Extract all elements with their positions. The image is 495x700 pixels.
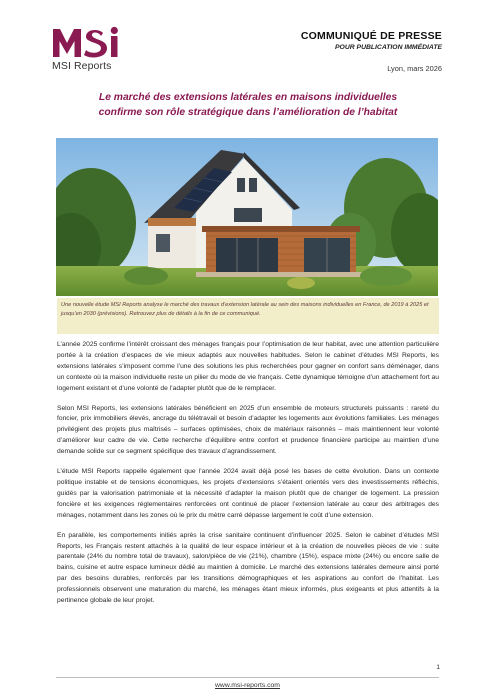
dateline: Lyon, mars 2026 bbox=[387, 64, 442, 73]
press-release-title: COMMUNIQUÉ DE PRESSE bbox=[300, 30, 442, 42]
headline-line-1: Le marché des extensions latérales en maisons individuelles bbox=[98, 92, 398, 103]
paragraph: Selon MSI Reports, les extensions latérales bénéficient en 2025 d’un ensemble de moteurs structurels puissants : rareté du foncier, prix immobiliers élevés, ancrage du télétravail et besoin d’adapter les logements aux évolutions familiales. Les ménages privilégient des projets plus maîtrisés – surfaces optimisées, choix de matériaux raisonnés – mais maintiennent leur volonté d’améliorer leur cadre de vie. Cette recherche d’équilibre entre confort et prudence financière participe au maintien d’une demande solide sur ce segment spécifique des travaux d’agrandissement. bbox=[57, 404, 439, 456]
paragraph: L’étude MSI Reports rappelle également que l’année 2024 avait déjà posé les bases de cette évolution. Dans un contexte politique instable et de tensions économiques, les projets d’extensions s’étaient orientés vers des investissements réfléchis, guidés par la valorisation patrimoniale et la nécessité d’adapter la maison plutôt que de changer de logement. La pression foncière et les exigences réglementaires renforcées ont continué de placer l’extension latérale au cœur des arbitrages des ménages, notamment dans les zones où le prix du mètre carré dépasse largement le coût d’une extension. bbox=[57, 468, 439, 519]
website-link[interactable]: www.msi-reports.com bbox=[215, 682, 280, 689]
house-photo bbox=[56, 138, 438, 296]
logo-subtitle: MSI Reports bbox=[52, 60, 112, 72]
footer-divider bbox=[56, 677, 439, 678]
msi-logo-mark bbox=[51, 25, 131, 59]
photo-caption: Une nouvelle étude MSI Reports analyse le marché des travaux d’extension latérale au sein des maisons individuelles en France, de 2019 à 2025 et jusqu’en 2030 (prévisions). Retrouvez plus de détails à la fin de ce communiqué. bbox=[57, 298, 439, 334]
paragraph: En parallèle, les comportements initiés après la crise sanitaire continuent d’influencer 2025. Selon le cabinet d’études MSI Reports, les Français restent attachés à la qualité de leur espace intérieur et à la création de nouvelles pièces de vie : suite parentale (24% du nombre total de travaux), salon/pièce de vie (21%), chambre (15%), espace mixte (24%) ou encore salle de bains, cuisine et autre espace lumineux dédié au maintien à domicile. Le marché des extensions latérales demeure ainsi porté par des besoins durables, renforcés par les transitions démographiques et les aspirations au confort de l’habitat. Les professionnels observent une maturation du marché, les ménages étant mieux informés, plus exigeants et plus attentifs à la pertinence globale de leur projet. bbox=[57, 531, 439, 605]
paragraph: L’année 2025 confirme l’intérêt croissant des ménages français pour l’optimisation de leur habitat, avec une attention particulière portée à la création d’espaces de vie mieux adaptés aux nouvelles habitudes. Selon le cabinet d’études MSI Reports, les extensions latérales s’imposent comme l’une des solutions les plus recherchées pour gagner en confort sans déménager, dans un contexte où la maison individuelle reste un pilier du mode de vie français. Cette dynamique témoigne d’un attachement fort au logement existant et d’une volonté de l’adapter plutôt que de le remplacer. bbox=[57, 341, 439, 392]
press-release-subtitle: POUR PUBLICATION IMMÉDIATE bbox=[335, 44, 442, 51]
article-body bbox=[57, 340, 439, 616]
house-illustration bbox=[56, 138, 438, 296]
page-number: 1 bbox=[436, 664, 440, 671]
headline-line-2: confirme son rôle stratégique dans l’amélioration de l’habitat bbox=[98, 106, 398, 118]
headline bbox=[58, 91, 438, 120]
